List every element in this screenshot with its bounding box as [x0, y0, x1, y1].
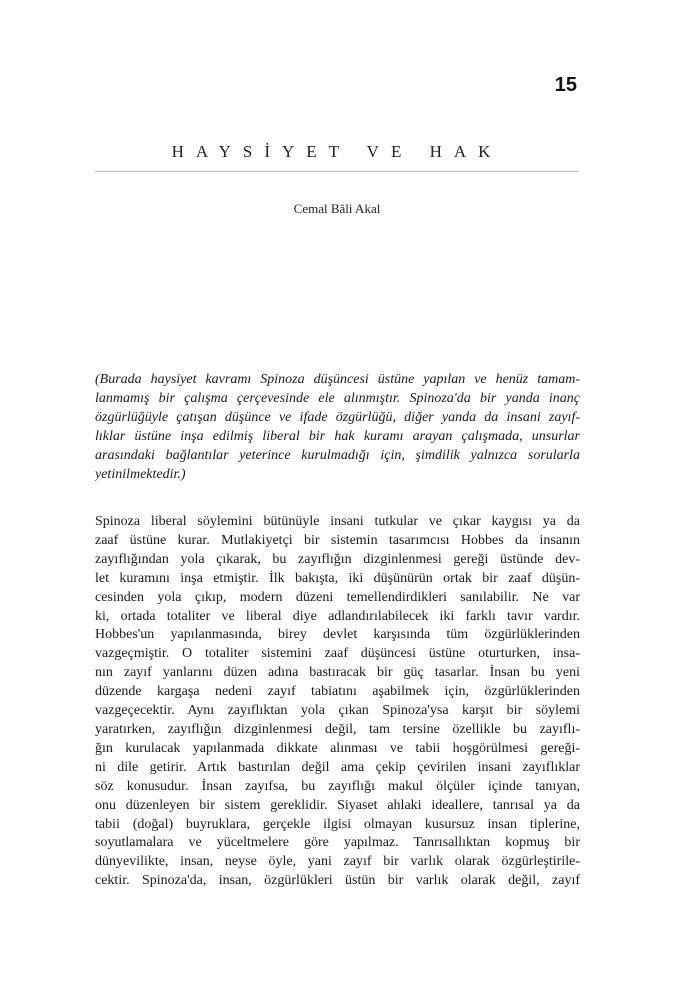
abstract-line: özgürlüğüyle çatışan düşünce ve ifade özgürlüğü, diğer yanda da insani zayıf-	[95, 409, 580, 425]
body-line: soyutlamalara ve yüceltmelere göre yapılmaz. Tanrısallıktan kopmuş bir	[95, 835, 580, 851]
body-line: vazgeçmiştir. O totaliter sistemini zaaf düşüncesi üstüne oturturken, insa-	[95, 646, 580, 662]
abstract-line: yetinilmektedir.)	[95, 466, 186, 482]
body-line: onu düzenleyen bir sistem gereklidir. Siyaset ahlaki ideallere, tanrısal ya da	[95, 797, 580, 813]
title-divider	[95, 171, 579, 172]
body-line: zayıflığından yola çıkarak, bu zayıflığın dizginlenmesi gereği üstünde dev-	[95, 551, 580, 567]
abstract-line: arasındaki bağlantılar yeterince kurulmadığı için, şimdilik yalnızca sorularla	[95, 447, 580, 463]
abstract-paragraph	[95, 371, 580, 484]
body-line: Spinoza liberal söylemini bütünüyle insani tutkular ve çıkar kaygısı ya da	[95, 514, 580, 529]
body-line: ki, ortada totaliter ve liberal diye adlandırılabilecek iki farklı tavır vardır.	[95, 608, 580, 624]
body-line: tabii (doğal) buyruklara, gerçekle ilgisi olmayan kusursuz insan tiplerine,	[95, 816, 580, 832]
body-line: Hobbes'un yapılanmasında, birey devlet karşısında tüm özgürlüklerinden	[95, 627, 580, 643]
author-name: Cemal Bâli Akal	[293, 201, 381, 216]
body-line: zaaf üstüne kurar. Mutlakiyetçi bir sistemin tasarımcısı Hobbes da insanın	[95, 532, 580, 548]
body-line: cesinden yola çıkıp, modern düzeni temellendirdikleri sanılabilir. Ne var	[95, 589, 580, 605]
body-line: ğın kurulacak yapılanmada dikkate alınması ve tabii hoşgörülmesi gereği-	[95, 740, 580, 756]
body-line: söz konusudur. İnsan zayıfsa, bu zayıflığı makul ölçüler içinde tanıyan,	[95, 778, 580, 794]
chapter-title: HAYSİYET VE HAK	[171, 142, 503, 161]
body-line: ni dile getirir. Artık bastırılan değil ama çekip çevirilen insani zayıflıklar	[95, 759, 580, 775]
abstract-line: (Burada haysiyet kavramı Spinoza düşüncesi üstüne yapılan ve henüz tamam-	[95, 372, 580, 387]
body-line: vazgeçecektir. Aynı zayıflıktan yola çıkan Spinoza'ysa karşıt bir söylemi	[95, 703, 580, 719]
body-line: dünyevilikte, insan, neyse öyle, yani zayıf bir varlık olarak özgürleştirile-	[95, 854, 580, 870]
abstract-line: lanmamış bir çalışma çerçevesinde ele alınmıştır. Spinoza'da bir yanda inanç	[95, 390, 580, 406]
body-line: cektir. Spinoza'da, insan, özgürlükleri üstün bir varlık olarak değil, zayıf	[95, 873, 580, 889]
body-line: yaratırken, zayıflığın dizginlenmesi değil, tam tersine özellikle bu zayıflı-	[95, 721, 580, 737]
body-paragraph	[95, 513, 580, 891]
body-line: düzende kargaşa nedeni zayıf tabiatını aşabilmek için, özgürlüklerinden	[95, 684, 580, 700]
body-line: nın zayıf yanlarını düzen adına bastıracak bir güç tasarlar. İnsan bu yeni	[95, 665, 580, 681]
body-line: let kuramını inşa etmiştir. İlk bakışta, iki düşünürün ortak bir zaaf düşün-	[95, 570, 580, 586]
page-number: 15	[554, 74, 577, 96]
abstract-line: lıklar üstüne inşa edilmiş liberal bir hak kuramı arayan çalışmada, unsurlar	[95, 428, 580, 444]
